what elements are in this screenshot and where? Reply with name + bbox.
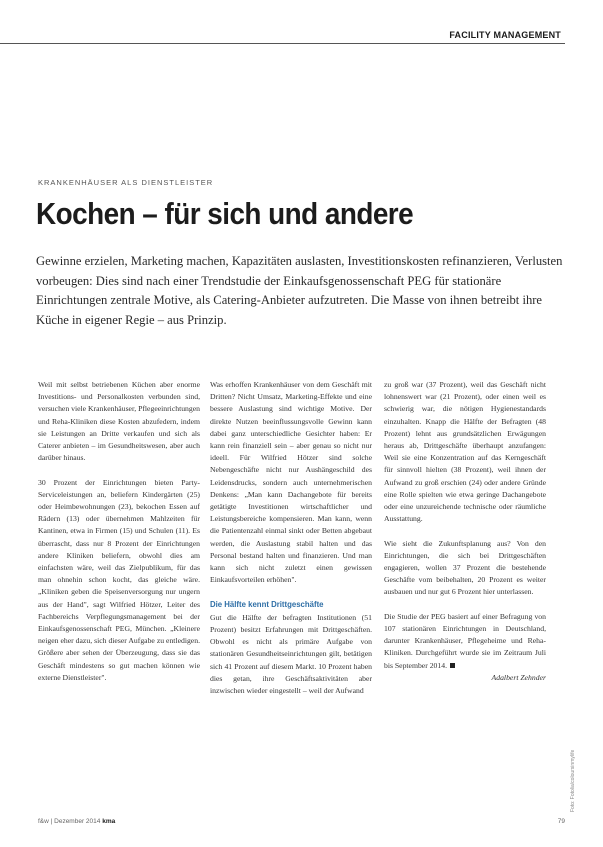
paragraph: Was erhoffen Krankenhäuser von dem Geschäft mit Dritten? Nicht Umsatz, Marketing-Effekte und eine bessere Auslastung sind wichtige Motive. Der direkte Nutzen beeinflussungsvolle Gewinn kann dabei ganz unterschiedliche Gesichter haben: Er kann rein finanziell sein – aber genau so nicht nur ideell. Für Wilfried Hötzer sind solche Nebengeschäfte nicht nur Aushängeschild des Leidensdrucks, sondern auch unternehmerischen Denkens: „Man kann Dachangebote für bereits getätigte Investitionen wirtschaftlicher und Leistungsbereiche kompensieren. Man kann, wenn die Patientenzahl einmal sinkt oder Betten abgebaut werden, die Auslastung stabil halten und das Personal bestand halten und finanzieren. Und man kann sich nicht zuletzt einen gewissen Einkaufsvorteilen erhöhen". bbox=[210, 380, 372, 585]
article-lead: Gewinne erzielen, Marketing machen, Kapazitäten auslasten, Investitionskosten refinanzieren, Verlusten vorbeugen: Dies sind nach einer Trendstudie der Einkaufsgenossenschaft PEG für stationäre Einrichtungen zentrale Motive, als Catering-Anbieter aufzutreten. Die Masse von ihnen betreibt ihre Küche in eigener Regie – aus Prinzip. bbox=[36, 254, 563, 327]
study-note: Die Studie der PEG basiert auf einer Befragung von 107 stationären Einrichtungen in Deutschland, darunter Krankenhäuser, Pflegeheime und Reha-Kliniken. Durchgeführt wurde sie im Zeitraum Juli bis September 2014. bbox=[384, 611, 546, 670]
paragraph: Gut die Hälfte der befragten Institutionen (51 Prozent) besitzt Erfahrungen mit Drittgeschäften. Obwohl es nicht als primäre Aufgabe von stationären Gesundheitseinrichtungen gilt, betätigen sich 41 Prozent auf diesem Markt. 10 Prozent haben dies getan, ihre Geschäftsaktivitäten aber inzwischen wieder eingestellt – weil der Aufwand bbox=[210, 612, 372, 696]
author-byline: Adalbert Zehnder bbox=[491, 672, 546, 682]
section-label: FACILITY MANAGEMENT bbox=[449, 30, 561, 40]
end-of-article-icon bbox=[450, 663, 455, 668]
photo-credit: Foto: Fotolia/coloursinmylife bbox=[570, 749, 576, 812]
header-rule bbox=[0, 43, 565, 44]
paragraph: Wie sieht die Zukunftsplanung aus? Von den Einrichtungen, die sich bei Drittgeschäften engagieren, wollen 37 Prozent die bestehende Geschäfte vom beibehalten, 20 Prozent es weiter ausbauen und nur gut 6 Prozent hier unterlassen. bbox=[384, 538, 546, 597]
paragraph: 30 Prozent der Einrichtungen bieten Party-Serviceleistungen an, beliefern Kindergärten (25) oder Heimbewohnungen (23), bekochen Essen auf Rädern (13) oder übernehmen Mahlzeiten für Kantinen, etwa in Firmen (15) und Schulen (11). Es überrascht, dass nur 8 Prozent der Einrichtungen andere Kliniken beliefern, obwohl dies am einfachsten wäre, weil das Zielpublikum, für das man ohnehin schon kocht, das gleiche wäre. „Kliniken geben die Speisenversorgung nur ungern aus der Hand", sagt Wilfried Hötzer, Leiter des Fachbereichs Verpflegungsmanagement bei der Einkaufsgenossenschaft PEG, München. „Kleinere neigen eher dazu, sich dieser Aufgabe zu entledigen. Größere aber sehen der Überzeugung, dass sie das Geschäft mindestens so gut machen können wie externe Dienstleister". bbox=[38, 477, 200, 682]
paragraph: Weil mit selbst betriebenen Küchen aber enorme Investitions- und Personalkosten verbunden sind, versuchen viele Krankenhäuser, Pflegeeinrichtungen und Reha-Kliniken diese Kosten abzufedern, indem sie Leistungen an Dritte verkaufen und sich als Caterer anbieten – im Gesundheitswesen, aber auch darüber hinaus. bbox=[38, 380, 200, 463]
text-column-2 bbox=[210, 379, 372, 709]
footer-brand-logo: kma bbox=[102, 818, 116, 825]
text-column-1 bbox=[38, 379, 200, 696]
article-headline: Kochen – für sich und andere bbox=[36, 196, 414, 231]
paragraph: zu groß war (37 Prozent), weil das Geschäft nicht lohnenswert war (21 Prozent), oder einen weil es schwierig war, die nötigen Hygienestandards einzuhalten. Knapp die Hälfte der Befragten (48 Prozent) lehnt aus grundsätzlichen Erwägungen heraus ab, Drittgeschäfte überhaupt anzufangen: Weil sie eine Konzentration auf das Kerngeschäft für sinnvoll hielten (38 Prozent), weil ihnen der Aufwand zu groß erschien (24) oder andere Gründe eine Rolle spielten wie etwa geringe Dachangebote oder eine unzureichende technische oder räumliche Ausstattung. bbox=[384, 380, 546, 524]
page-number: 79 bbox=[557, 818, 565, 825]
text-column-3 bbox=[384, 379, 546, 684]
footer-issue-text: f&w | Dezember 2014 bbox=[38, 818, 101, 825]
section-subheading: Die Hälfte kennt Drittgeschäfte bbox=[210, 599, 324, 609]
footer-issue bbox=[38, 818, 115, 825]
paragraph bbox=[384, 611, 546, 672]
article-kicker: KRANKENHÄUSER ALS DIENSTLEISTER bbox=[38, 178, 214, 187]
